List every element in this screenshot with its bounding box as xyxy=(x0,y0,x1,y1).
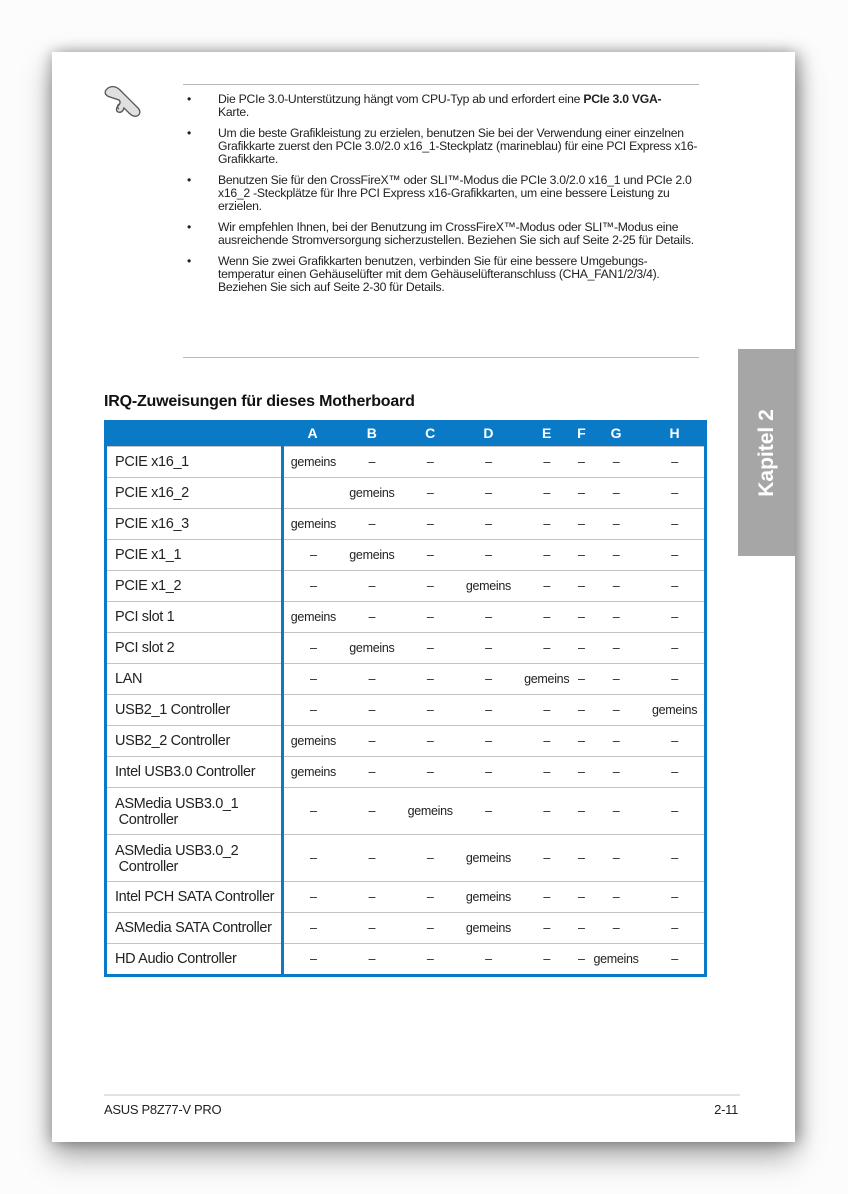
irq-cell: gemeins xyxy=(401,788,459,835)
device-cell: PCIE x1_1 xyxy=(106,540,283,571)
irq-cell: – xyxy=(576,913,587,944)
table-row xyxy=(106,788,706,835)
irq-cell: – xyxy=(343,944,401,976)
pointing-hand-icon xyxy=(102,82,150,122)
irq-cell: – xyxy=(283,788,343,835)
device-cell: PCIE x16_3 xyxy=(106,509,283,540)
table-row xyxy=(106,664,706,695)
column-header: E xyxy=(518,420,576,447)
irq-cell: – xyxy=(645,509,705,540)
irq-cell: – xyxy=(401,695,459,726)
note-item: • Um die beste Grafikleistung zu erzielen, benutzen Sie bei der Verwendung einer einzelnen Grafikkarte zuerst den PCIe 3.0/2.0 x16_1-Steckplatz (marineblau) für eine PCI Express x16-Grafikkarte. xyxy=(187,126,698,166)
irq-cell: – xyxy=(459,478,517,509)
irq-cell: – xyxy=(576,882,587,913)
irq-cell: – xyxy=(587,882,645,913)
note-item: • Benutzen Sie für den CrossFireX™ oder SLI™-Modus die PCIe 3.0/2.0 x16_1 und PCIe 2.0 x16_2 -Steckplätze für Ihre PCI Express x16-Grafikkarten, um eine bessere Leistung zu erzielen. xyxy=(187,173,692,213)
irq-table xyxy=(104,420,707,977)
irq-cell: gemeins xyxy=(343,540,401,571)
device-cell: ASMedia SATA Controller xyxy=(106,913,283,944)
irq-cell: gemeins xyxy=(283,509,343,540)
irq-cell: gemeins xyxy=(283,757,343,788)
note-item: • Wir empfehlen Ihnen, bei der Benutzung im CrossFireX™-Modus oder SLI™-Modus eine ausreichende Stromversorgung sicherzustellen. Beziehen Sie sich auf Seite 2-25 für Details. xyxy=(187,220,694,247)
column-header: B xyxy=(343,420,401,447)
irq-cell: – xyxy=(518,509,576,540)
irq-cell: gemeins xyxy=(343,633,401,664)
device-cell: Intel USB3.0 Controller xyxy=(106,757,283,788)
irq-cell: – xyxy=(518,944,576,976)
irq-cell: gemeins xyxy=(518,664,576,695)
irq-cell: – xyxy=(283,540,343,571)
irq-cell: – xyxy=(587,835,645,882)
irq-cell: – xyxy=(645,726,705,757)
irq-cell: – xyxy=(645,882,705,913)
irq-cell: – xyxy=(576,602,587,633)
irq-cell: – xyxy=(343,757,401,788)
column-header: H xyxy=(645,420,705,447)
irq-cell: – xyxy=(343,913,401,944)
irq-cell: – xyxy=(587,478,645,509)
irq-cell: – xyxy=(401,602,459,633)
note-top-divider xyxy=(183,84,699,85)
irq-cell: – xyxy=(343,695,401,726)
irq-cell: – xyxy=(283,944,343,976)
irq-cell: – xyxy=(587,571,645,602)
irq-cell: – xyxy=(645,788,705,835)
irq-cell: – xyxy=(459,602,517,633)
table-row xyxy=(106,571,706,602)
note-item: • Wenn Sie zwei Grafikkarten benutzen, verbinden Sie für eine bessere Umgebungs-temperatur einen Gehäuselüfter mit dem Gehäuselüfteranschluss (CHA_FAN1/2/3/4). Beziehen Sie sich auf Seite 2-30 für Details. xyxy=(187,254,660,294)
irq-cell: – xyxy=(587,540,645,571)
irq-cell: – xyxy=(343,788,401,835)
table-row xyxy=(106,602,706,633)
table-row xyxy=(106,447,706,478)
irq-cell: – xyxy=(283,882,343,913)
irq-cell: – xyxy=(645,633,705,664)
irq-cell: – xyxy=(645,944,705,976)
irq-cell: – xyxy=(401,633,459,664)
irq-cell: gemeins xyxy=(343,478,401,509)
irq-cell: – xyxy=(401,835,459,882)
irq-cell: – xyxy=(459,509,517,540)
device-cell: USB2_1 Controller xyxy=(106,695,283,726)
irq-cell: gemeins xyxy=(645,695,705,726)
table-row xyxy=(106,540,706,571)
irq-cell: gemeins xyxy=(283,602,343,633)
irq-cell: – xyxy=(645,664,705,695)
irq-cell: – xyxy=(283,571,343,602)
irq-cell: – xyxy=(518,478,576,509)
footer-page-number: 2-11 xyxy=(714,1102,738,1117)
irq-cell: – xyxy=(576,664,587,695)
table-row xyxy=(106,944,706,976)
table-header-row xyxy=(106,420,706,447)
section-title: IRQ-Zuweisungen für dieses Motherboard xyxy=(104,393,415,410)
irq-cell: – xyxy=(576,478,587,509)
irq-cell: – xyxy=(401,726,459,757)
irq-cell: – xyxy=(645,447,705,478)
note-bottom-divider xyxy=(183,357,699,358)
irq-cell: – xyxy=(343,664,401,695)
irq-cell: – xyxy=(645,757,705,788)
irq-cell: – xyxy=(587,726,645,757)
irq-cell: – xyxy=(343,509,401,540)
manual-page xyxy=(52,52,795,1142)
irq-cell: – xyxy=(645,540,705,571)
column-header xyxy=(106,420,283,447)
irq-cell: – xyxy=(459,726,517,757)
irq-cell: gemeins xyxy=(587,944,645,976)
irq-cell: – xyxy=(518,788,576,835)
irq-cell: – xyxy=(459,540,517,571)
irq-cell: – xyxy=(401,571,459,602)
irq-cell: – xyxy=(576,944,587,976)
chapter-side-tab: Kapitel 2 xyxy=(738,349,795,556)
device-cell: USB2_2 Controller xyxy=(106,726,283,757)
irq-cell: – xyxy=(576,757,587,788)
irq-cell: – xyxy=(459,944,517,976)
irq-cell: – xyxy=(645,913,705,944)
column-header: D xyxy=(459,420,517,447)
irq-cell xyxy=(283,478,343,509)
irq-cell: – xyxy=(343,835,401,882)
irq-cell: – xyxy=(518,571,576,602)
table-row xyxy=(106,913,706,944)
footer-product: ASUS P8Z77-V PRO xyxy=(104,1102,222,1117)
irq-cell: – xyxy=(518,913,576,944)
irq-cell: gemeins xyxy=(283,726,343,757)
irq-cell: – xyxy=(343,602,401,633)
irq-cell: – xyxy=(576,726,587,757)
note-list xyxy=(183,93,703,302)
device-cell: PCIE x16_2 xyxy=(106,478,283,509)
irq-cell: – xyxy=(587,633,645,664)
irq-cell: – xyxy=(401,944,459,976)
device-cell: PCIE x1_2 xyxy=(106,571,283,602)
irq-cell: – xyxy=(587,913,645,944)
irq-cell: – xyxy=(401,540,459,571)
irq-cell: – xyxy=(645,602,705,633)
table-row xyxy=(106,478,706,509)
irq-cell: – xyxy=(343,447,401,478)
irq-cell: – xyxy=(343,726,401,757)
table-row xyxy=(106,695,706,726)
irq-cell: – xyxy=(576,788,587,835)
device-cell: PCI slot 2 xyxy=(106,633,283,664)
column-header: G xyxy=(587,420,645,447)
note-item: • Die PCIe 3.0-Unterstützung hängt vom CPU-Typ ab und erfordert eine PCIe 3.0 VGA- Karte. xyxy=(187,92,662,119)
table-row xyxy=(106,757,706,788)
irq-cell: – xyxy=(459,447,517,478)
irq-cell: – xyxy=(401,509,459,540)
irq-cell: – xyxy=(518,540,576,571)
irq-cell: – xyxy=(518,726,576,757)
irq-cell: – xyxy=(518,602,576,633)
irq-cell: – xyxy=(518,882,576,913)
irq-cell: – xyxy=(459,633,517,664)
irq-cell: – xyxy=(587,509,645,540)
irq-cell: gemeins xyxy=(459,835,517,882)
irq-cell: – xyxy=(576,540,587,571)
device-cell: ASMedia USB3.0_2 Controller xyxy=(106,835,283,882)
irq-cell: – xyxy=(645,478,705,509)
irq-cell: – xyxy=(401,757,459,788)
table-row xyxy=(106,882,706,913)
irq-cell: – xyxy=(459,757,517,788)
column-header: F xyxy=(576,420,587,447)
column-header: A xyxy=(283,420,343,447)
irq-cell: gemeins xyxy=(459,882,517,913)
device-cell: PCI slot 1 xyxy=(106,602,283,633)
irq-cell: – xyxy=(459,664,517,695)
irq-cell: – xyxy=(343,571,401,602)
irq-cell: – xyxy=(283,664,343,695)
irq-cell: gemeins xyxy=(459,571,517,602)
irq-cell: – xyxy=(401,882,459,913)
irq-cell: – xyxy=(401,664,459,695)
device-cell: HD Audio Controller xyxy=(106,944,283,976)
table-row xyxy=(106,835,706,882)
irq-cell: – xyxy=(587,447,645,478)
irq-cell: – xyxy=(576,571,587,602)
column-header: C xyxy=(401,420,459,447)
irq-cell: – xyxy=(576,509,587,540)
irq-cell: – xyxy=(283,835,343,882)
device-cell: ASMedia USB3.0_1 Controller xyxy=(106,788,283,835)
irq-cell: – xyxy=(587,602,645,633)
device-cell: PCIE x16_1 xyxy=(106,447,283,478)
irq-cell: – xyxy=(576,695,587,726)
footer-divider xyxy=(104,1094,740,1096)
irq-cell: – xyxy=(587,695,645,726)
irq-cell: – xyxy=(283,633,343,664)
irq-cell: – xyxy=(401,447,459,478)
irq-cell: – xyxy=(459,695,517,726)
irq-cell: – xyxy=(518,695,576,726)
table-row xyxy=(106,509,706,540)
device-cell: LAN xyxy=(106,664,283,695)
irq-cell: – xyxy=(576,633,587,664)
irq-cell: – xyxy=(459,788,517,835)
irq-cell: – xyxy=(518,633,576,664)
irq-cell: – xyxy=(518,757,576,788)
table-row xyxy=(106,633,706,664)
irq-cell: – xyxy=(343,882,401,913)
irq-cell: – xyxy=(587,664,645,695)
irq-cell: gemeins xyxy=(459,913,517,944)
irq-cell: – xyxy=(587,757,645,788)
irq-cell: – xyxy=(576,835,587,882)
table-row xyxy=(106,726,706,757)
device-cell: Intel PCH SATA Controller xyxy=(106,882,283,913)
irq-cell: gemeins xyxy=(283,447,343,478)
irq-cell: – xyxy=(576,447,587,478)
irq-cell: – xyxy=(518,447,576,478)
irq-cell: – xyxy=(587,788,645,835)
irq-cell: – xyxy=(645,571,705,602)
irq-cell: – xyxy=(401,913,459,944)
irq-cell: – xyxy=(283,695,343,726)
irq-cell: – xyxy=(283,913,343,944)
irq-cell: – xyxy=(518,835,576,882)
irq-cell: – xyxy=(645,835,705,882)
irq-cell: – xyxy=(401,478,459,509)
